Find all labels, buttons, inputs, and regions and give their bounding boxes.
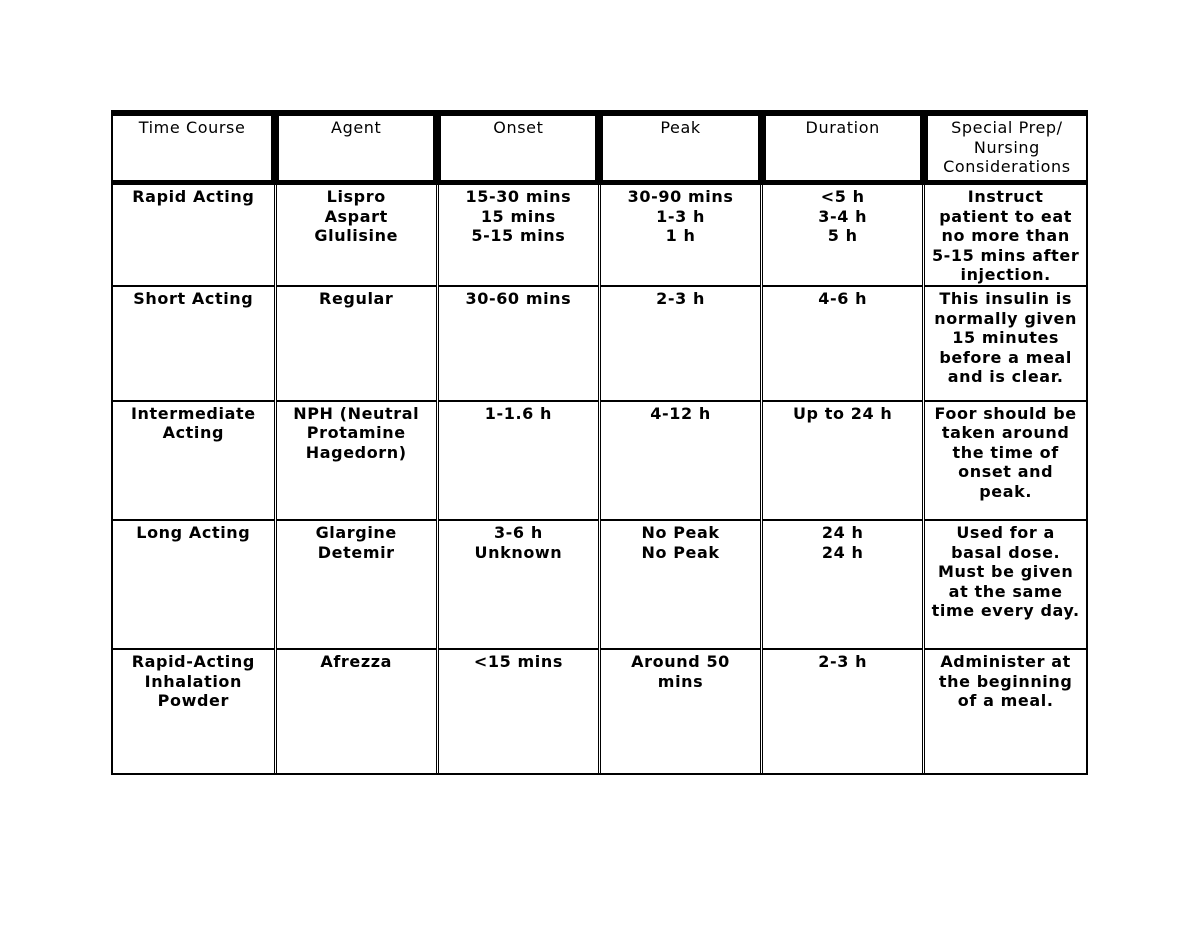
- cell-line: the beginning: [938, 671, 1073, 691]
- cell-line: Inhalation: [144, 671, 242, 691]
- cell-line: Regular: [319, 289, 394, 309]
- cell-agent: [275, 520, 437, 649]
- cell-line: Foor should be: [934, 403, 1077, 423]
- cell-line: Detemir: [317, 542, 395, 562]
- cell-line: Up to 24 h: [792, 403, 893, 423]
- cell-time-course: [113, 401, 275, 521]
- cell-line: <15 mins: [473, 652, 563, 672]
- cell-line: Glargine: [315, 523, 397, 543]
- header-peak: [599, 116, 761, 183]
- cell-line: 3-6 h: [493, 523, 543, 543]
- cell-line: time every day.: [931, 601, 1080, 621]
- cell-line: 15 mins: [480, 206, 556, 226]
- cell-line: Afrezza: [320, 652, 393, 672]
- cell-line: Used for a: [956, 523, 1055, 543]
- insulin-table-container: [111, 110, 1088, 775]
- cell-line: the time of: [952, 442, 1059, 462]
- cell-line: 24 h: [821, 523, 864, 543]
- header-duration: [762, 116, 924, 183]
- header-agent: [275, 116, 437, 183]
- cell-agent: [275, 649, 437, 773]
- cell-line: 1 h: [665, 226, 696, 245]
- header-row: [113, 116, 1086, 183]
- cell-notes: [924, 649, 1086, 773]
- cell-line: and is clear.: [947, 367, 1064, 387]
- header-time-course-text: Time Course: [138, 118, 246, 137]
- header-special-prep-line: Special Prep/: [951, 118, 1063, 137]
- header-onset: [437, 116, 599, 183]
- cell-line: 1-3 h: [656, 206, 705, 226]
- table-row: [113, 520, 1086, 649]
- cell-line: 2-3 h: [818, 652, 868, 672]
- cell-duration: [762, 649, 924, 773]
- cell-line: 3-4 h: [818, 206, 868, 226]
- cell-line: Glulisine: [314, 226, 399, 245]
- cell-onset: [437, 649, 599, 773]
- cell-time-course: [113, 520, 275, 649]
- cell-line: at the same: [948, 581, 1063, 601]
- header-special-prep: [924, 116, 1086, 183]
- cell-time-course: [113, 183, 275, 287]
- cell-peak: [599, 286, 761, 401]
- cell-line: Administer at: [940, 652, 1071, 672]
- cell-line: 5 h: [827, 226, 858, 245]
- cell-line: Rapid Acting: [132, 187, 255, 206]
- cell-peak: [599, 649, 761, 773]
- cell-line: Intermediate: [130, 403, 256, 423]
- cell-line: Protamine: [306, 423, 406, 443]
- header-onset-text: Onset: [493, 118, 544, 137]
- cell-peak: [599, 401, 761, 521]
- cell-line: Long Acting: [136, 523, 251, 543]
- insulin-table: [113, 116, 1086, 773]
- cell-line: This insulin is: [939, 289, 1072, 309]
- cell-line: <5 h: [820, 187, 865, 206]
- cell-agent: [275, 286, 437, 401]
- cell-line: Instruct: [967, 187, 1044, 206]
- cell-line: Aspart: [324, 206, 388, 226]
- cell-notes: [924, 520, 1086, 649]
- header-agent-text: Agent: [331, 118, 382, 137]
- cell-time-course: [113, 649, 275, 773]
- cell-duration: [762, 401, 924, 521]
- cell-line: 15-30 mins: [465, 187, 572, 206]
- cell-agent: [275, 401, 437, 521]
- header-special-prep-line: Nursing: [973, 137, 1040, 157]
- header-time-course: [113, 116, 275, 183]
- cell-peak: [599, 183, 761, 287]
- cell-line: 24 h: [821, 542, 864, 562]
- cell-line: peak.: [979, 481, 1033, 501]
- cell-line: before a meal: [939, 347, 1072, 367]
- table-row: [113, 183, 1086, 287]
- cell-line: mins: [657, 671, 704, 691]
- table-row: [113, 401, 1086, 521]
- cell-line: 15 minutes: [952, 328, 1060, 348]
- cell-line: Short Acting: [133, 289, 254, 309]
- cell-line: of a meal.: [957, 691, 1054, 711]
- table-row: [113, 286, 1086, 401]
- cell-line: injection.: [960, 265, 1051, 284]
- cell-line: Powder: [157, 691, 229, 711]
- cell-line: Must be given: [937, 562, 1074, 582]
- header-special-prep-line: Considerations: [943, 157, 1071, 176]
- cell-line: Unknown: [474, 542, 563, 562]
- cell-onset: [437, 183, 599, 287]
- cell-agent: [275, 183, 437, 287]
- cell-line: basal dose.: [951, 542, 1061, 562]
- cell-peak: [599, 520, 761, 649]
- cell-line: 4-12 h: [650, 403, 711, 423]
- cell-notes: [924, 286, 1086, 401]
- header-peak-text: Peak: [660, 118, 701, 137]
- cell-line: taken around: [941, 423, 1070, 443]
- cell-line: 5-15 mins after: [931, 245, 1080, 265]
- cell-line: 4-6 h: [818, 289, 868, 309]
- cell-onset: [437, 286, 599, 401]
- cell-line: 1-1.6 h: [484, 403, 553, 423]
- cell-line: 30-60 mins: [465, 289, 572, 309]
- cell-line: Hagedorn): [305, 442, 407, 462]
- cell-line: 2-3 h: [656, 289, 705, 309]
- cell-line: Lispro: [326, 187, 386, 206]
- cell-line: normally given: [934, 308, 1077, 328]
- cell-duration: [762, 286, 924, 401]
- cell-line: NPH (Neutral: [293, 403, 420, 423]
- cell-onset: [437, 401, 599, 521]
- cell-line: Around 50: [631, 652, 730, 672]
- cell-notes: [924, 401, 1086, 521]
- cell-line: patient to eat: [939, 206, 1073, 226]
- cell-line: Rapid-Acting: [131, 652, 255, 672]
- cell-duration: [762, 183, 924, 287]
- cell-line: No Peak: [641, 523, 720, 543]
- cell-time-course: [113, 286, 275, 401]
- cell-line: no more than: [941, 226, 1070, 245]
- cell-line: 5-15 mins: [471, 226, 566, 245]
- cell-onset: [437, 520, 599, 649]
- header-duration-text: Duration: [805, 118, 880, 137]
- cell-line: onset and: [958, 462, 1054, 482]
- cell-duration: [762, 520, 924, 649]
- cell-notes: [924, 183, 1086, 287]
- cell-line: No Peak: [641, 542, 720, 562]
- cell-line: Acting: [162, 423, 225, 443]
- cell-line: 30-90 mins: [627, 187, 734, 206]
- table-row: [113, 649, 1086, 773]
